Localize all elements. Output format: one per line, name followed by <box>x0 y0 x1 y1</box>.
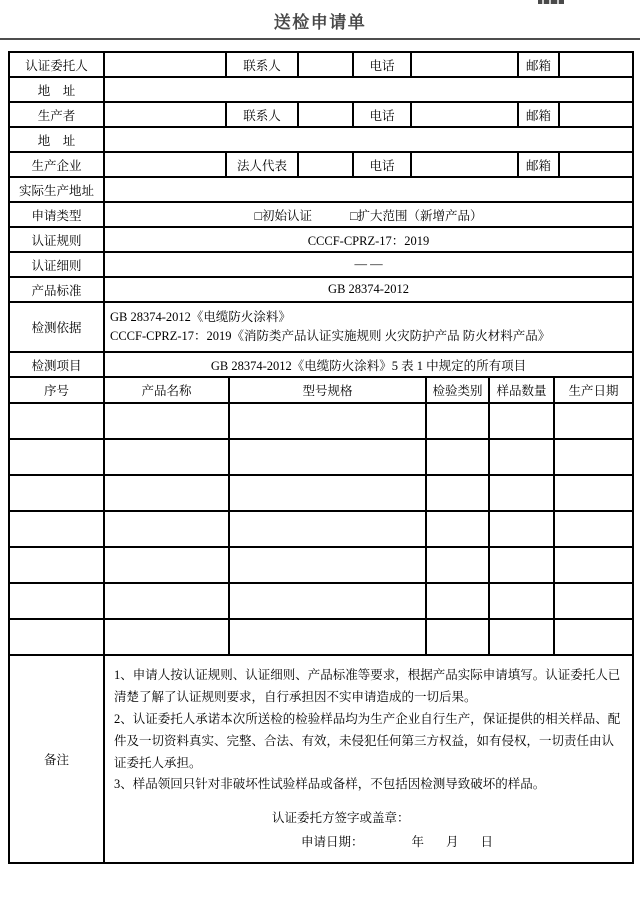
producer-address-field[interactable] <box>104 127 633 152</box>
producer-name-field[interactable] <box>104 102 226 127</box>
applicant-row <box>9 52 633 77</box>
product-seq-cell[interactable] <box>9 439 104 475</box>
producer-email-label: 邮箱 <box>518 102 559 127</box>
product-model-cell[interactable] <box>229 439 426 475</box>
applicant-info-table <box>8 51 634 378</box>
applicant-name-field[interactable] <box>104 52 226 77</box>
product-type-cell[interactable] <box>426 475 489 511</box>
product-name-cell[interactable] <box>104 547 229 583</box>
product-standard-row <box>9 277 633 302</box>
remark-item: 2、认证委托人承诺本次所送检的检验样品均为生产企业自行生产，保证提供的相关样品、配件及一切资料真实、完整、合法、有效，未侵犯任何第三方权益，如有侵权，一切责任由认证委托人承担。 <box>114 711 621 770</box>
product-qty-cell[interactable] <box>489 439 554 475</box>
producer-phone-label: 电话 <box>353 102 411 127</box>
product-row <box>9 475 633 511</box>
producer-phone-field[interactable] <box>411 102 518 127</box>
legal-rep-label: 法人代表 <box>226 152 298 177</box>
header-product-name: 产品名称 <box>104 377 229 403</box>
applicant-email-label: 邮箱 <box>518 52 559 77</box>
product-type-cell[interactable] <box>426 583 489 619</box>
actual-address-row <box>9 177 633 202</box>
producer-address-label: 地 址 <box>9 127 104 152</box>
remarks-label: 备注 <box>9 655 104 863</box>
certification-rule-value: CCCF-CPRZ-17：2019 <box>104 227 633 252</box>
manufacturer-email-label: 邮箱 <box>518 152 559 177</box>
certification-rule-label: 认证规则 <box>9 227 104 252</box>
application-type-row <box>9 202 633 227</box>
applicant-address-field[interactable] <box>104 77 633 102</box>
product-row <box>9 403 633 439</box>
application-type-label: 申请类型 <box>9 202 104 227</box>
application-date-label: 申请日期： <box>301 835 364 849</box>
certification-detail-value: — — <box>104 252 633 277</box>
product-seq-cell[interactable] <box>9 583 104 619</box>
test-basis-value <box>104 302 633 352</box>
legal-rep-field[interactable] <box>298 152 353 177</box>
applicant-address-label: 地 址 <box>9 77 104 102</box>
product-list-table <box>8 376 634 656</box>
application-date-line[interactable] <box>301 832 622 850</box>
applicant-contact-label: 联系人 <box>226 52 298 77</box>
product-model-cell[interactable] <box>229 511 426 547</box>
product-standard-label: 产品标准 <box>9 277 104 302</box>
product-model-cell[interactable] <box>229 583 426 619</box>
product-row <box>9 619 633 655</box>
product-seq-cell[interactable] <box>9 403 104 439</box>
product-row <box>9 511 633 547</box>
producer-contact-label: 联系人 <box>226 102 298 127</box>
year-label: 年 <box>411 835 425 849</box>
page-title: 送检申请单 <box>273 13 367 32</box>
product-date-cell[interactable] <box>554 619 633 655</box>
product-seq-cell[interactable] <box>9 619 104 655</box>
checkbox-option-initial-certification[interactable]: □初始认证 <box>254 208 312 223</box>
product-seq-cell[interactable] <box>9 547 104 583</box>
applicant-contact-field[interactable] <box>298 52 353 77</box>
product-name-cell[interactable] <box>104 475 229 511</box>
producer-address-row <box>9 127 633 152</box>
remarks-row <box>9 655 633 863</box>
signature-line[interactable] <box>272 808 622 826</box>
product-type-cell[interactable] <box>426 619 489 655</box>
certification-rule-row <box>9 227 633 252</box>
product-date-cell[interactable] <box>554 511 633 547</box>
manufacturer-phone-field[interactable] <box>411 152 518 177</box>
certification-detail-row <box>9 252 633 277</box>
product-date-cell[interactable] <box>554 403 633 439</box>
certification-detail-label: 认证细则 <box>9 252 104 277</box>
test-items-row <box>9 352 633 377</box>
product-qty-cell[interactable] <box>489 583 554 619</box>
test-items-value: GB 28374-2012《电缆防火涂料》5 表 1 中规定的所有项目 <box>104 352 633 377</box>
product-row <box>9 583 633 619</box>
product-name-cell[interactable] <box>104 619 229 655</box>
manufacturer-email-field[interactable] <box>559 152 633 177</box>
product-date-cell[interactable] <box>554 547 633 583</box>
producer-contact-field[interactable] <box>298 102 353 127</box>
remarks-content <box>104 655 633 863</box>
header-sample-qty: 样品数量 <box>489 377 554 403</box>
remarks-table <box>8 654 634 864</box>
product-qty-cell[interactable] <box>489 619 554 655</box>
product-row <box>9 439 633 475</box>
cutoff-header-fragment <box>538 0 564 4</box>
producer-row <box>9 102 633 127</box>
remark-item: 3、样品领回只针对非破坏性试验样品或备样，不包括因检测导致破坏的样品。 <box>114 777 546 792</box>
product-qty-cell[interactable] <box>489 475 554 511</box>
product-model-cell[interactable] <box>229 619 426 655</box>
actual-address-label: 实际生产地址 <box>9 177 104 202</box>
applicant-phone-label: 电话 <box>353 52 411 77</box>
applicant-phone-field[interactable] <box>411 52 518 77</box>
month-label: 月 <box>446 835 459 849</box>
product-qty-cell[interactable] <box>489 403 554 439</box>
manufacturer-label: 生产企业 <box>9 152 104 177</box>
product-name-cell[interactable] <box>104 583 229 619</box>
producer-email-field[interactable] <box>559 102 633 127</box>
manufacturer-name-field[interactable] <box>104 152 226 177</box>
application-type-options <box>107 206 630 224</box>
product-seq-cell[interactable] <box>9 511 104 547</box>
signature-label: 认证委托方签字或盖章： <box>272 811 410 825</box>
actual-address-field[interactable] <box>104 177 633 202</box>
header-seq-no: 序号 <box>9 377 104 403</box>
product-date-cell[interactable] <box>554 583 633 619</box>
product-model-cell[interactable] <box>229 475 426 511</box>
test-basis-row <box>9 302 633 352</box>
header-inspection-type: 检验类别 <box>426 377 489 403</box>
product-date-cell[interactable] <box>554 439 633 475</box>
test-items-label: 检测项目 <box>9 352 104 377</box>
manufacturer-row <box>9 152 633 177</box>
test-basis-line: GB 28374-2012《电缆防火涂料》 <box>110 309 291 324</box>
application-type-cell <box>104 202 633 227</box>
product-type-cell[interactable] <box>426 511 489 547</box>
day-label: 日 <box>480 835 494 849</box>
header-production-date: 生产日期 <box>554 377 633 403</box>
product-type-cell[interactable] <box>426 403 489 439</box>
product-standard-value: GB 28374-2012 <box>104 277 633 302</box>
product-name-cell[interactable] <box>104 439 229 475</box>
test-basis-label: 检测依据 <box>9 302 104 352</box>
product-name-cell[interactable] <box>104 511 229 547</box>
product-date-cell[interactable] <box>554 475 633 511</box>
applicant-address-row <box>9 77 633 102</box>
product-name-cell[interactable] <box>104 403 229 439</box>
product-seq-cell[interactable] <box>9 475 104 511</box>
test-basis-line: CCCF-CPRZ-17：2019《消防类产品认证实施规则 火灾防护产品 防火材料产品》 <box>110 329 551 343</box>
applicant-label: 认证委托人 <box>9 52 104 77</box>
product-qty-cell[interactable] <box>489 511 554 547</box>
product-qty-cell[interactable] <box>489 547 554 583</box>
applicant-email-field[interactable] <box>559 52 633 77</box>
product-row <box>9 547 633 583</box>
product-model-cell[interactable] <box>229 403 426 439</box>
manufacturer-phone-label: 电话 <box>353 152 411 177</box>
product-table-header-row <box>9 377 633 403</box>
header-model-spec: 型号规格 <box>229 377 426 403</box>
remark-item: 1、申请人按认证规则、认证细则、产品标准等要求，根据产品实际申请填写。认证委托人已清楚了解了认证规则要求，自行承担因不实申请造成的一切后果。 <box>114 668 621 704</box>
product-model-cell[interactable] <box>229 547 426 583</box>
product-type-cell[interactable] <box>426 547 489 583</box>
product-type-cell[interactable] <box>426 439 489 475</box>
checkbox-option-expand-scope[interactable]: □扩大范围（新增产品） <box>350 208 483 223</box>
producer-label: 生产者 <box>9 102 104 127</box>
